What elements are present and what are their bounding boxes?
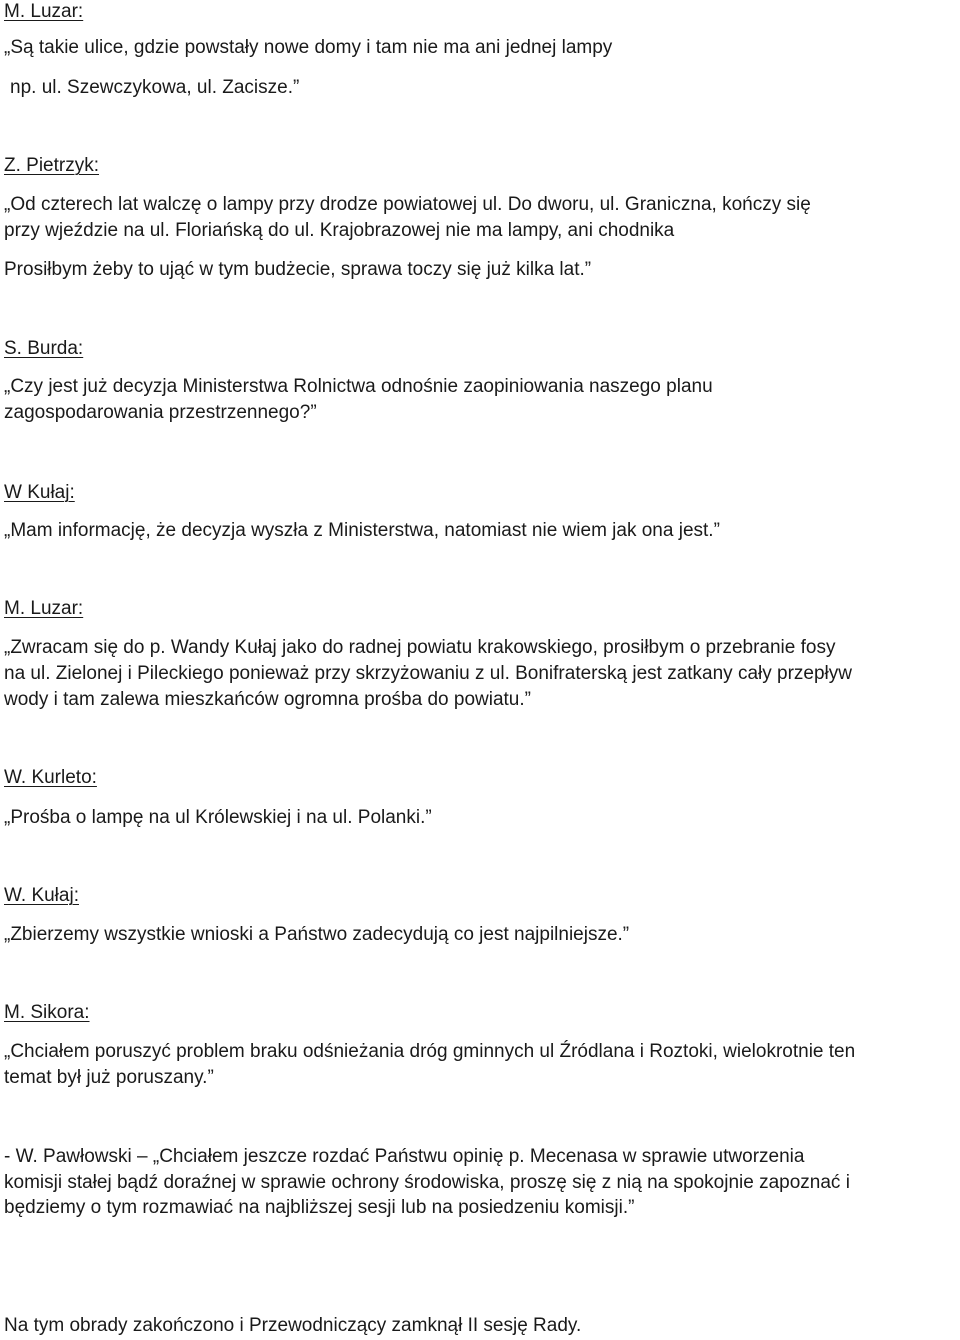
speaker-label: W. Kurleto: <box>4 767 97 788</box>
statement-line: „Od czterech lat walczę o lampy przy drodze powiatowej ul. Do dworu, ul. Graniczna, kończy się <box>4 194 811 215</box>
statement-line: „Mam informację, że decyzja wyszła z Ministerstwa, natomiast nie wiem jak ona jest.” <box>4 520 720 541</box>
statement-line: - W. Pawłowski – „Chciałem jeszcze rozdać Państwu opinię p. Mecenasa w sprawie utworzenia <box>4 1146 805 1167</box>
statement-line: na ul. Zielonej i Pileckiego ponieważ przy skrzyżowaniu z ul. Bonifraterską jest zatkany cały przepływ <box>4 663 852 684</box>
speaker-label: M. Luzar: <box>4 1 84 22</box>
statement-line: „Prośba o lampę na ul Królewskiej i na ul. Polanki.” <box>4 807 432 828</box>
statement-line: np. ul. Szewczykowa, ul. Zacisze.” <box>10 77 300 98</box>
statement-line: przy wjeździe na ul. Floriańską do ul. Krajobrazowej nie ma lampy, ani chodnika <box>4 220 675 241</box>
closing-statement: Na tym obrady zakończono i Przewodniczący zamknął II sesję Rady. <box>4 1315 582 1336</box>
speaker-label: W. Kułaj: <box>4 885 79 906</box>
statement-line: będziemy o tym rozmawiać na najbliższej sesji lub na posiedzeniu komisji.” <box>4 1197 635 1218</box>
statement-line: „Zwracam się do p. Wandy Kułaj jako do radnej powiatu krakowskiego, prosiłbym o przebranie fosy <box>4 637 836 658</box>
speaker-label: Z. Pietrzyk: <box>4 155 100 176</box>
statement-line: „Zbierzemy wszystkie wnioski a Państwo zadecydują co jest najpilniejsze.” <box>4 924 630 945</box>
statement-line: „Chciałem poruszyć problem braku odśnieżania dróg gminnych ul Źródlana i Roztoki, wielokrotnie ten <box>4 1041 856 1062</box>
speaker-label: M. Luzar: <box>4 598 84 619</box>
statement-line: zagospodarowania przestrzennego?” <box>4 402 317 423</box>
statement-line: komisji stałej bądź doraźnej w sprawie ochrony środowiska, proszę się z nią na spokojnie zapoznać i <box>4 1172 850 1193</box>
statement-line: wody i tam zalewa mieszkańców ogromna prośba do powiatu.” <box>4 689 531 710</box>
speaker-label: S. Burda: <box>4 338 84 359</box>
speaker-label: M. Sikora: <box>4 1002 90 1023</box>
statement-line: temat był już poruszany.” <box>4 1067 214 1088</box>
statement-line: „Są takie ulice, gdzie powstały nowe domy i tam nie ma ani jednej lampy <box>4 37 613 58</box>
speaker-label: W Kułaj: <box>4 482 75 503</box>
statement-line: „Czy jest już decyzja Ministerstwa Rolnictwa odnośnie zaopiniowania naszego planu <box>4 376 713 397</box>
statement-line: Prosiłbym żeby to ująć w tym budżecie, sprawa toczy się już kilka lat.” <box>4 259 592 280</box>
